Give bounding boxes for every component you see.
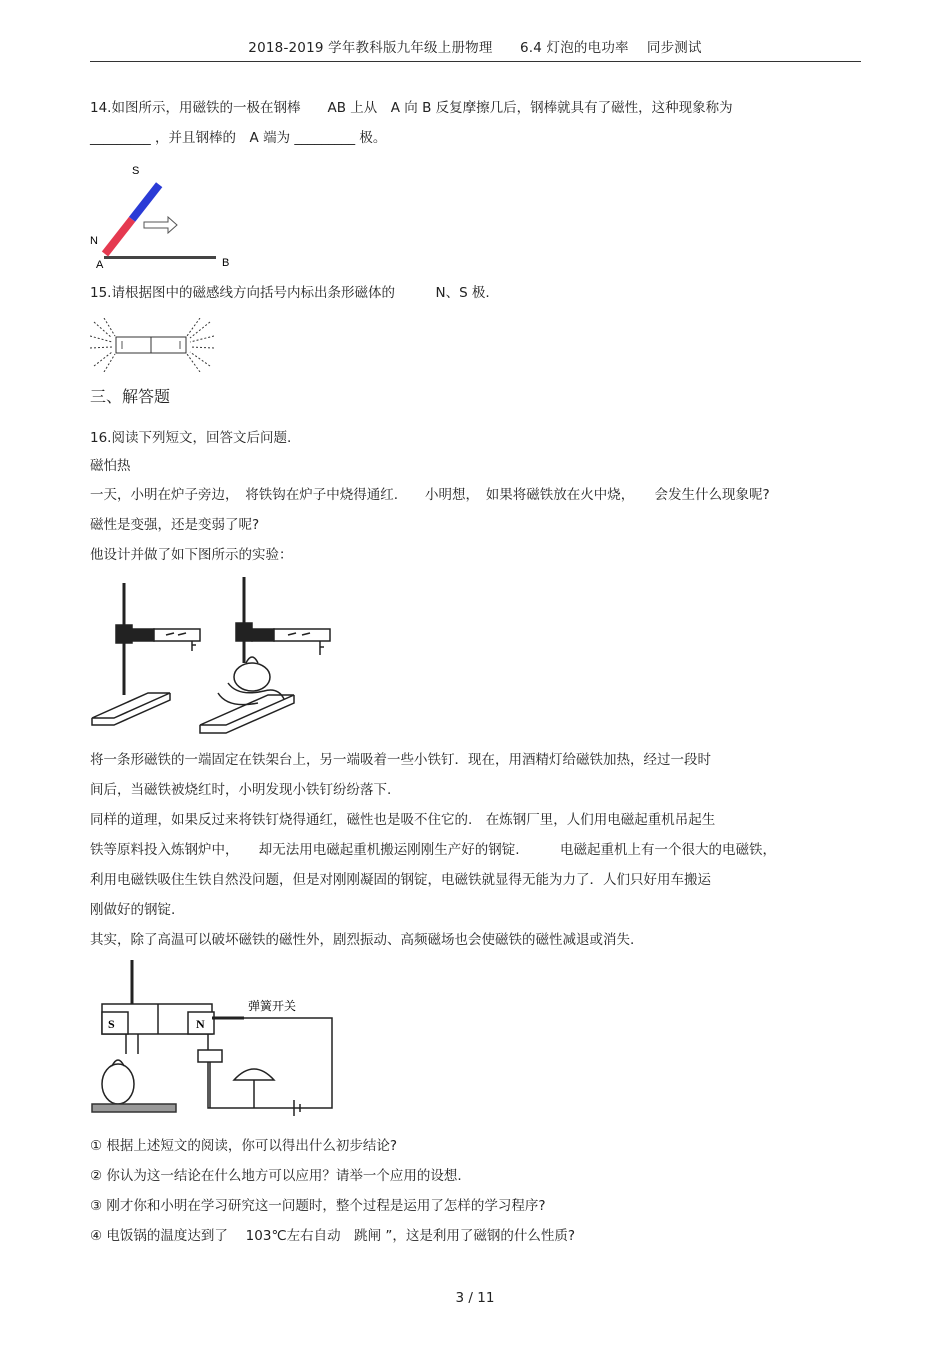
fig-label-n: N [90,235,98,247]
q14-line1: 14.如图所示，用磁铁的一极在钢棒 AB 上从 A 向 B 反复摩擦几后，钢棒就具有了磁性，这种现象称为 [90,100,733,116]
magnet-rubbing-figure [88,160,238,272]
page-header: 2018-2019 学年教科版九年级上册物理 6.4 灯泡的电功率 同步测试 [248,40,702,56]
passage-line: 利用电磁铁吸住生铁自然没问题，但是对刚刚凝固的钢锭，电磁铁就显得无能为力了．人们只好用车搬运 [90,872,711,888]
fig-label-b: B [222,257,230,269]
magnet-label-s: S [108,1017,115,1031]
passage-line: 铁等原料投入炼钢炉中， 却无法用电磁起重机搬运刚刚生产好的钢锭. 电磁起重机上有一个很大的电磁铁， [90,842,777,858]
q15-text: 15.请根据图中的磁感线方向括号内标出条形磁体的 N、S 极. [90,285,490,301]
passage-line: 同样的道理，如果反过来将铁钉烧得通红，磁性也是吸不住它的. 在炼钢厂里，人们用电磁起重机吊起生 [90,812,716,828]
passage-title: 磁怕热 [90,458,131,474]
alcohol-lamp-icon [234,663,270,691]
thermal-switch-figure [88,958,338,1118]
page-number: 3 / 11 [455,1290,495,1306]
q16-intro: 16.阅读下列短文，回答文后问题. [90,430,292,446]
iron-stand-left [92,583,200,725]
field-lines-icon [90,318,214,372]
passage-line: 他设计并做了如下图所示的实验： [90,547,293,563]
magnet-label-n: N [196,1017,205,1031]
bar-magnet [102,182,162,256]
question-item: ③ 刚才你和小明在学习研究这一问题时，整个过程是运用了怎样的学习程序? [90,1198,546,1214]
section-title: 三、解答题 [90,387,171,406]
experiment-figure [88,573,338,743]
passage-line: 间后，当磁铁被烧红时，小明发现小铁钉纷纷落下. [90,782,392,798]
steel-rod [104,256,216,259]
question-item: ① 根据上述短文的阅读，你可以得出什么初步结论? [90,1138,398,1154]
passage-line: 一天，小明在炉子旁边， 将铁钩在炉子中烧得通红. 小明想， 如果将磁铁放在火中烧， 会发生什么现象呢? [90,487,770,503]
passage-line: 刚做好的钢锭. [90,902,176,918]
question-item: ④ 电饭锅的温度达到了 103℃左右自动 跳闸 ”，这是利用了磁钢的什么性质? [90,1228,576,1244]
alcohol-lamp-icon [102,1064,134,1104]
fig-label-s: S [132,165,140,177]
switch-label: 弹簧开关 [248,999,297,1013]
question-item: ② 你认为这一结论在什么地方可以应用？请举一个应用的设想. [90,1168,462,1184]
header-divider [90,61,861,62]
passage-line: 其实，除了高温可以破坏磁铁的磁性外，剧烈振动、高频磁场也会使磁铁的磁性减退或消失. [90,932,635,948]
bell-icon [234,1069,274,1080]
direction-arrow-icon [144,217,177,233]
q14-line2: _________ ，并且钢棒的 A 端为 _________ 极。 [90,130,387,146]
passage-line: 将一条形磁铁的一端固定在铁架台上，另一端吸着一些小铁钉．现在，用酒精灯给磁铁加热，经过一段时 [90,752,711,768]
magnetic-field-figure [90,318,214,372]
iron-stand-right [200,577,330,733]
passage-line: 磁性是变强，还是变弱了呢? [90,517,260,533]
fig-label-a: A [96,259,104,271]
